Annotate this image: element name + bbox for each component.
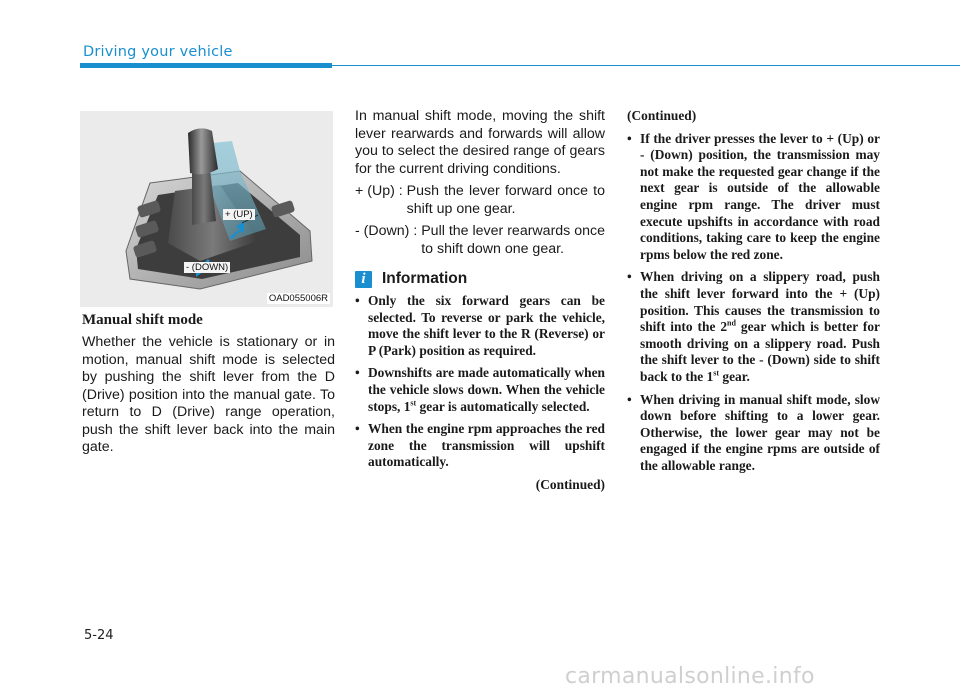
list-item: • If the driver presses the lever to + (Up) or - (Down) position, the transmission may not make the requested gear change if the next gear is outside of the allowable engine rpm range. The driver must execute upshifts in accordance with road conditions, taking care to keep the engine rpms below the red zone. [627, 130, 880, 262]
list-item: • Downshifts are made automatically when the vehicle slows down. When the vehicle stops, 1st gear is automatically selected. [355, 365, 605, 414]
up-description: Push the lever forward once to shift up one gear. [406, 183, 605, 217]
manual-shift-paragraph: Whether the vehicle is stationary or in motion, manual shift mode is selected by pushing the shift lever from the D (Drive) position into the manual gate. To return to D (Drive) range operation, push the shift lever back into the main gate. [82, 334, 335, 455]
up-definition [355, 183, 605, 218]
shift-lever-figure [80, 111, 333, 307]
list-item: • When the engine rpm approaches the red zone the transmission will upshift automatically. [355, 421, 605, 470]
figure-code: OAD055006R [268, 293, 328, 304]
page-number: 5-24 [84, 628, 114, 643]
section-title: Driving your vehicle [83, 44, 233, 60]
information-header [355, 270, 605, 288]
information-icon: i [355, 271, 372, 288]
up-term: + (Up) : [355, 183, 407, 199]
intro-paragraph: In manual shift mode, moving the shift lever rearwards and forwards will allow you to select the desired range of gears for the current driving conditions. [355, 108, 605, 177]
list-item: • When driving in manual shift mode, slow down before shifting to a lower gear. Otherwise, the lower gear may not be engaged if the engine rpms are outside of the allowable range. [627, 391, 880, 473]
down-label: - (DOWN) [186, 262, 229, 273]
down-term: - (Down) : [355, 223, 422, 239]
down-definition [355, 223, 605, 258]
continued-heading: (Continued) [627, 108, 697, 123]
information-list [355, 293, 605, 471]
column-2 [355, 108, 605, 494]
continued-list [627, 131, 880, 475]
information-title: Information [382, 270, 468, 287]
up-label: + (UP) [225, 209, 253, 220]
list-item: • Only the six forward gears can be selected. To reverse or park the vehicle, move the shift lever to the R (Reverse) or P (Park) position as required. [355, 293, 605, 358]
down-description: Pull the lever rearwards once to shift down one gear. [421, 223, 605, 257]
header-rule-thick [80, 63, 332, 68]
column-1 [82, 312, 335, 457]
watermark: carmanualsonline.info [565, 664, 815, 689]
continued-label: (Continued) [535, 476, 605, 492]
list-item: • When driving on a slippery road, push the shift lever forward into the + (Up) position. This causes the transmission to shift into the 2nd gear which is better for smooth driving on a slippery road. Push the shift lever to the - (Down) side to shift back to the 1st gear. [627, 269, 880, 384]
column-3 [627, 108, 880, 480]
gear-shift-lever-illustration [80, 111, 333, 307]
manual-shift-heading: Manual shift mode [82, 312, 203, 328]
header-rule-thin [332, 65, 960, 66]
